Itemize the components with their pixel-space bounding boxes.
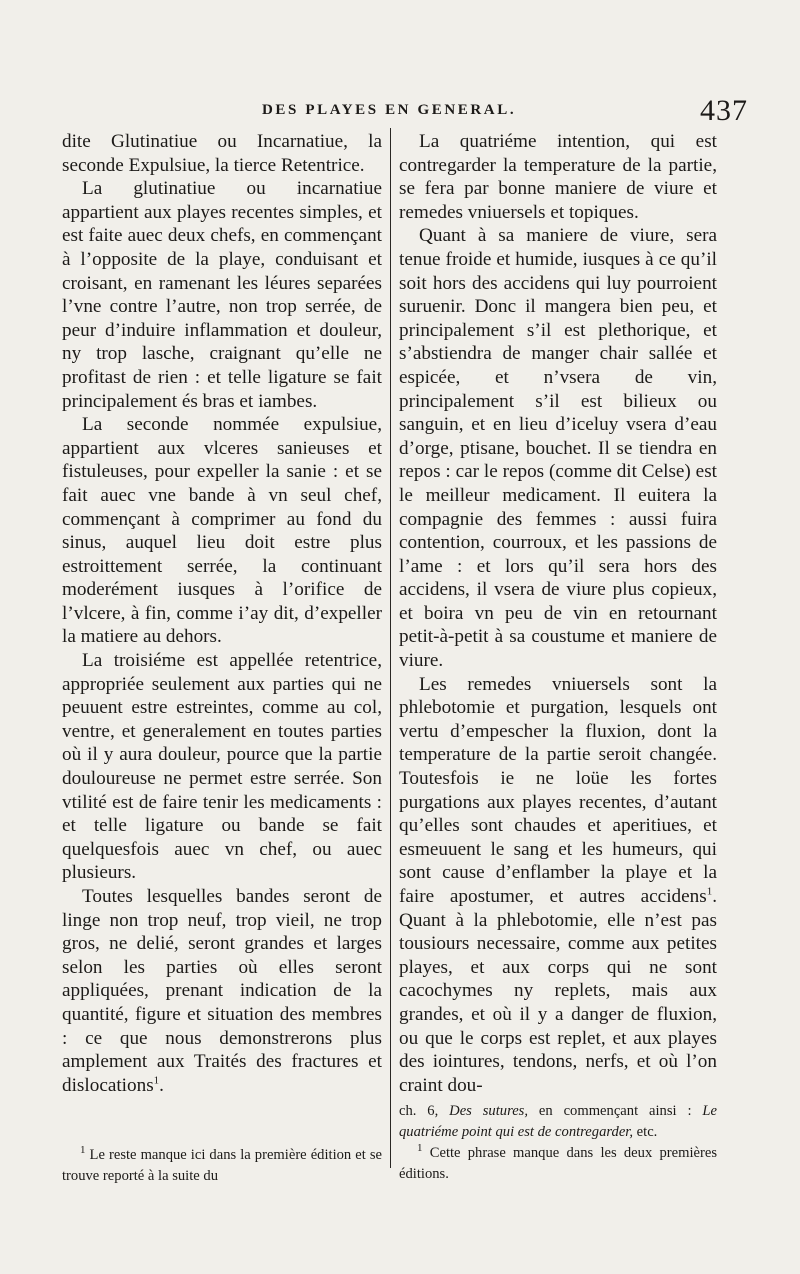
right-paragraph-3-cont: . Quant à la phlebotomie, elle n’est pas tousiours necessaire, comme aux petites playes, et aux corps qui ne sont cacochymes ny replets, mais aux grandes, et où il y a danger de fluxion, ou que le corps est replet, et aux playes des iointures, tendons, nerfs, et où l’on craint dou- [399,886,717,1096]
left-paragraph-4: La troisiéme est appellée retentrice, appropriée seulement aux parties qui ne peuuent estre estreintes, comme au col, ventre, et generalement en toutes parties où il y aura douleur, pource que la partie douloureuse ne permet estre serrée. Son vtilité est de faire tenir les medicaments : et telle ligature ou bande se fait quelquesfois auec vn chef, ou auec plusieurs. [62,650,382,884]
right-footnote-continuation [399,1101,717,1143]
fn-cont-part-b: Des sutures, [449,1103,529,1119]
left-paragraph-3: La seconde nommée expulsiue, appartient aux vlceres sanieuses et fistuleuses, pour expeller la sanie : et se fait auec vne bande à vn seul chef, commençant à comprimer au fond du sinus, auquel lieu doit estre plus estroittement serrée, la continuant moderément iusques à l’orifice de l’vlcere, à fin, comme i’ay dit, d’expeller la matiere au dehors. [62,414,382,648]
fn-cont-part-a: ch. 6, [399,1103,450,1119]
left-footnote-text [62,1145,382,1187]
column-divider [390,128,391,1168]
left-paragraph-5-text: Toutes lesquelles bandes seront de linge non trop neuf, trop vieil, ne trop gros, ne delié, seront grandes et larges selon les parties où elles seront appliquées, prenant indication de la quantité, figure et situation des membres : ce que nous demonstrerons plus amplement aux Traités des fractures et dislocations [62,886,382,1096]
footnote-marker: 1 [80,1144,86,1157]
fn-cont-part-c: en commençant ainsi : [528,1103,703,1119]
footnote-reference: 1 [706,885,713,898]
left-footnote [62,1145,382,1187]
right-paragraph-1: La quatriéme intention, qui est contregarder la temperature de la partie, se fera par bonne maniere de viure et remedes vniuersels et topiques. [399,131,717,223]
running-title: DES PLAYES EN GENERAL. [262,102,517,118]
left-paragraph-1: dite Glutinatiue ou Incarnatiue, la seconde Expulsiue, la tierce Retentrice. [62,131,382,176]
footnote-reference: 1 [153,1074,160,1087]
right-column [399,130,717,1097]
footnote-marker: 1 [417,1142,423,1155]
right-footnote-body: Cette phrase manque dans les deux premières éditions. [399,1145,718,1182]
right-footnote-text [399,1143,717,1185]
right-footnote [399,1101,717,1185]
left-column [62,130,382,1097]
left-paragraph-5-end: . [159,1074,164,1096]
right-paragraph-3-text: Les remedes vniuersels sont la phlebotomie et purgation, lesquels ont vertu d’empescher la fluxion, dont la temperature de la partie seroit changée. Toutesfois ie ne loüe les fortes purgations aux playes recentes, d’autant qu’elles sont chaudes et aperitiues, et esmeuuent le sang et les humeurs, qui sont cause d’enflamber la playe et la faire apostumer, et autres accidens [399,673,717,907]
left-paragraph-5 [62,885,382,1097]
fn-cont-part-e: etc. [633,1124,658,1140]
fn-cont-part-d: Le quatriéme point qui est de contregarder, [399,1103,717,1140]
right-paragraph-2: Quant à sa maniere de viure, sera tenue froide et humide, iusques à ce qu’il soit hors des accidens qui luy pourroient suruenir. Donc il mangera bien peu, et principalement s’il est plethorique, et s’abstiendra de manger chair sallée et espicée, et n’vsera de vin, principalement s’il est bilieux ou sanguin, et en lieu d’iceluy vsera d’eau d’orge, ptisane, bouchet. Il se tiendra en repos : car le repos (comme dit Celse) est le meilleur medicament. Il euitera la compagnie des femmes : aussi fuira contention, courroux, et les passions de l’ame : et lors qu’il sera hors des accidens, il vsera de viure plus copieux, et boira vn peu de vin en retournant petit-à-petit à sa coustume et maniere de viure. [399,225,717,672]
running-head [0,94,800,130]
left-paragraph-2: La glutinatiue ou incarnatiue appartient aux playes recentes simples, et est faite auec deux chefs, en commençant à l’opposite de la playe, conduisant et croisant, en ramenant les léures separées l’vne contre l’autre, non trop serrée, de peur d’induire inflammation et douleur, ny trop lasche, craignant qu’elle ne profitast de rien : et telle ligature se fait principalement és bras et iambes. [62,178,382,412]
left-footnote-body: Le reste manque ici dans la première édition et se trouve reporté à la suite du [62,1147,382,1184]
right-paragraph-3 [399,673,717,1098]
page-number: 437 [700,94,748,127]
